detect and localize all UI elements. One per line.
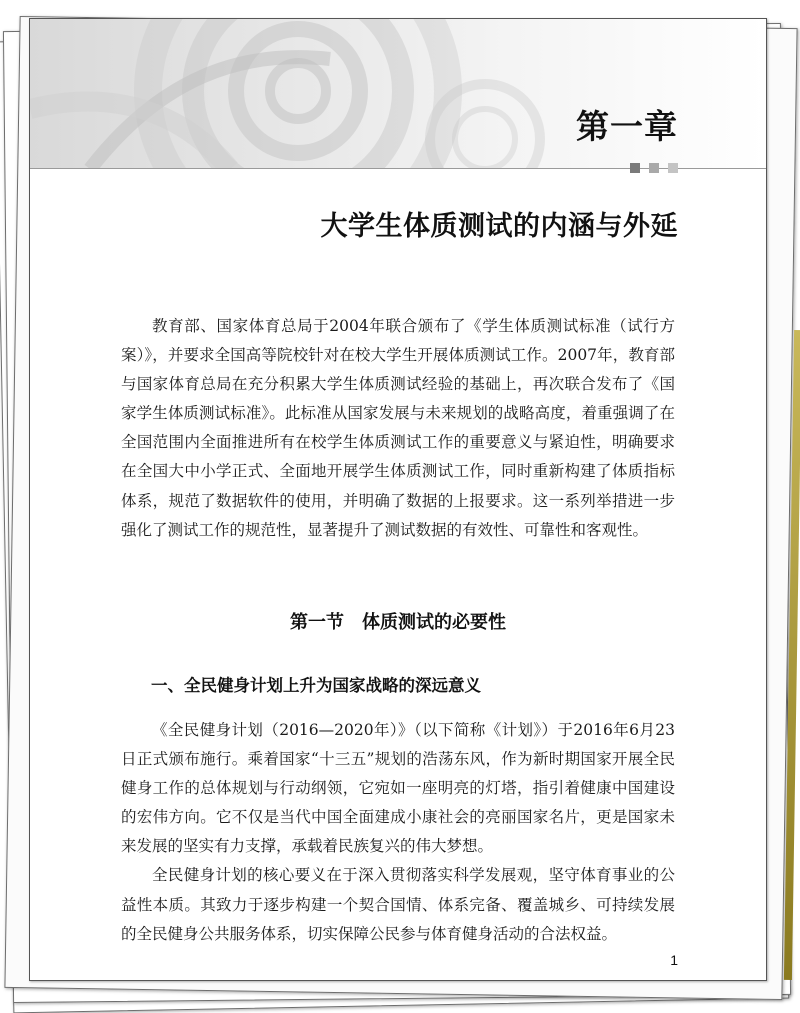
section-paragraph-2: 全民健身计划的核心要义在于深入贯彻落实科学发展观，坚守体育事业的公益性本质。其致力于逐步构建一个契合国情、体系完备、覆盖城乡、可持续发展的全民健身公共服务体系，切实保障公民参与体育健身活动的合法权益。 <box>121 866 675 943</box>
intro-text <box>121 312 675 545</box>
dot-dark <box>630 163 640 173</box>
section-paragraph-1: 《全民健身计划（2016—2020年）》（以下简称《计划》）于2016年6月23日正式颁布施行。乘着国家“十三五”规划的浩荡东风，作为新时期国家开展全民健身工作的总体规划与行动纲领，它宛如一座明亮的灯塔，指引着健康中国建设的宏伟方向。它不仅是当代中国全面建成小康社会的亮丽国家名片，更是国家未来发展的坚实有力支撑，承载着民族复兴的伟大梦想。 <box>121 721 675 856</box>
section-text <box>121 716 675 949</box>
page-number: 1 <box>670 952 678 968</box>
document-page <box>29 18 767 981</box>
dot-mid <box>649 163 659 173</box>
dot-light <box>668 163 678 173</box>
subsection-title: 一、全民健身计划上升为国家战略的深远意义 <box>151 676 481 695</box>
chapter-title: 大学生体质测试的内涵与外延 <box>320 211 678 242</box>
chapter-label: 第一章 <box>576 107 678 146</box>
intro-paragraph: 教育部、国家体育总局于2004年联合颁布了《学生体质测试标准（试行方案）》，并要求全国高等院校针对在校大学生开展体质测试工作。2007年，教育部与国家体育总局在充分积累大学生体质测试经验的基础上，再次联合发布了《国家学生体质测试标准》。此标准从国家发展与未来规划的战略高度，着重强调了在全国范围内全面推进所有在校学生体质测试工作的重要意义与紧迫性，明确要求在全国大中小学正式、全面地开展学生体质测试工作，同时重新构建了体质指标体系，规范了数据软件的使用，并明确了数据的上报要求。这一系列举措进一步强化了测试工作的规范性，显著提升了测试数据的有效性、可靠性和客观性。 <box>121 317 675 539</box>
chapter-banner <box>30 19 766 169</box>
chapter-dots <box>630 163 678 173</box>
section-title: 第一节 体质测试的必要性 <box>290 612 506 633</box>
